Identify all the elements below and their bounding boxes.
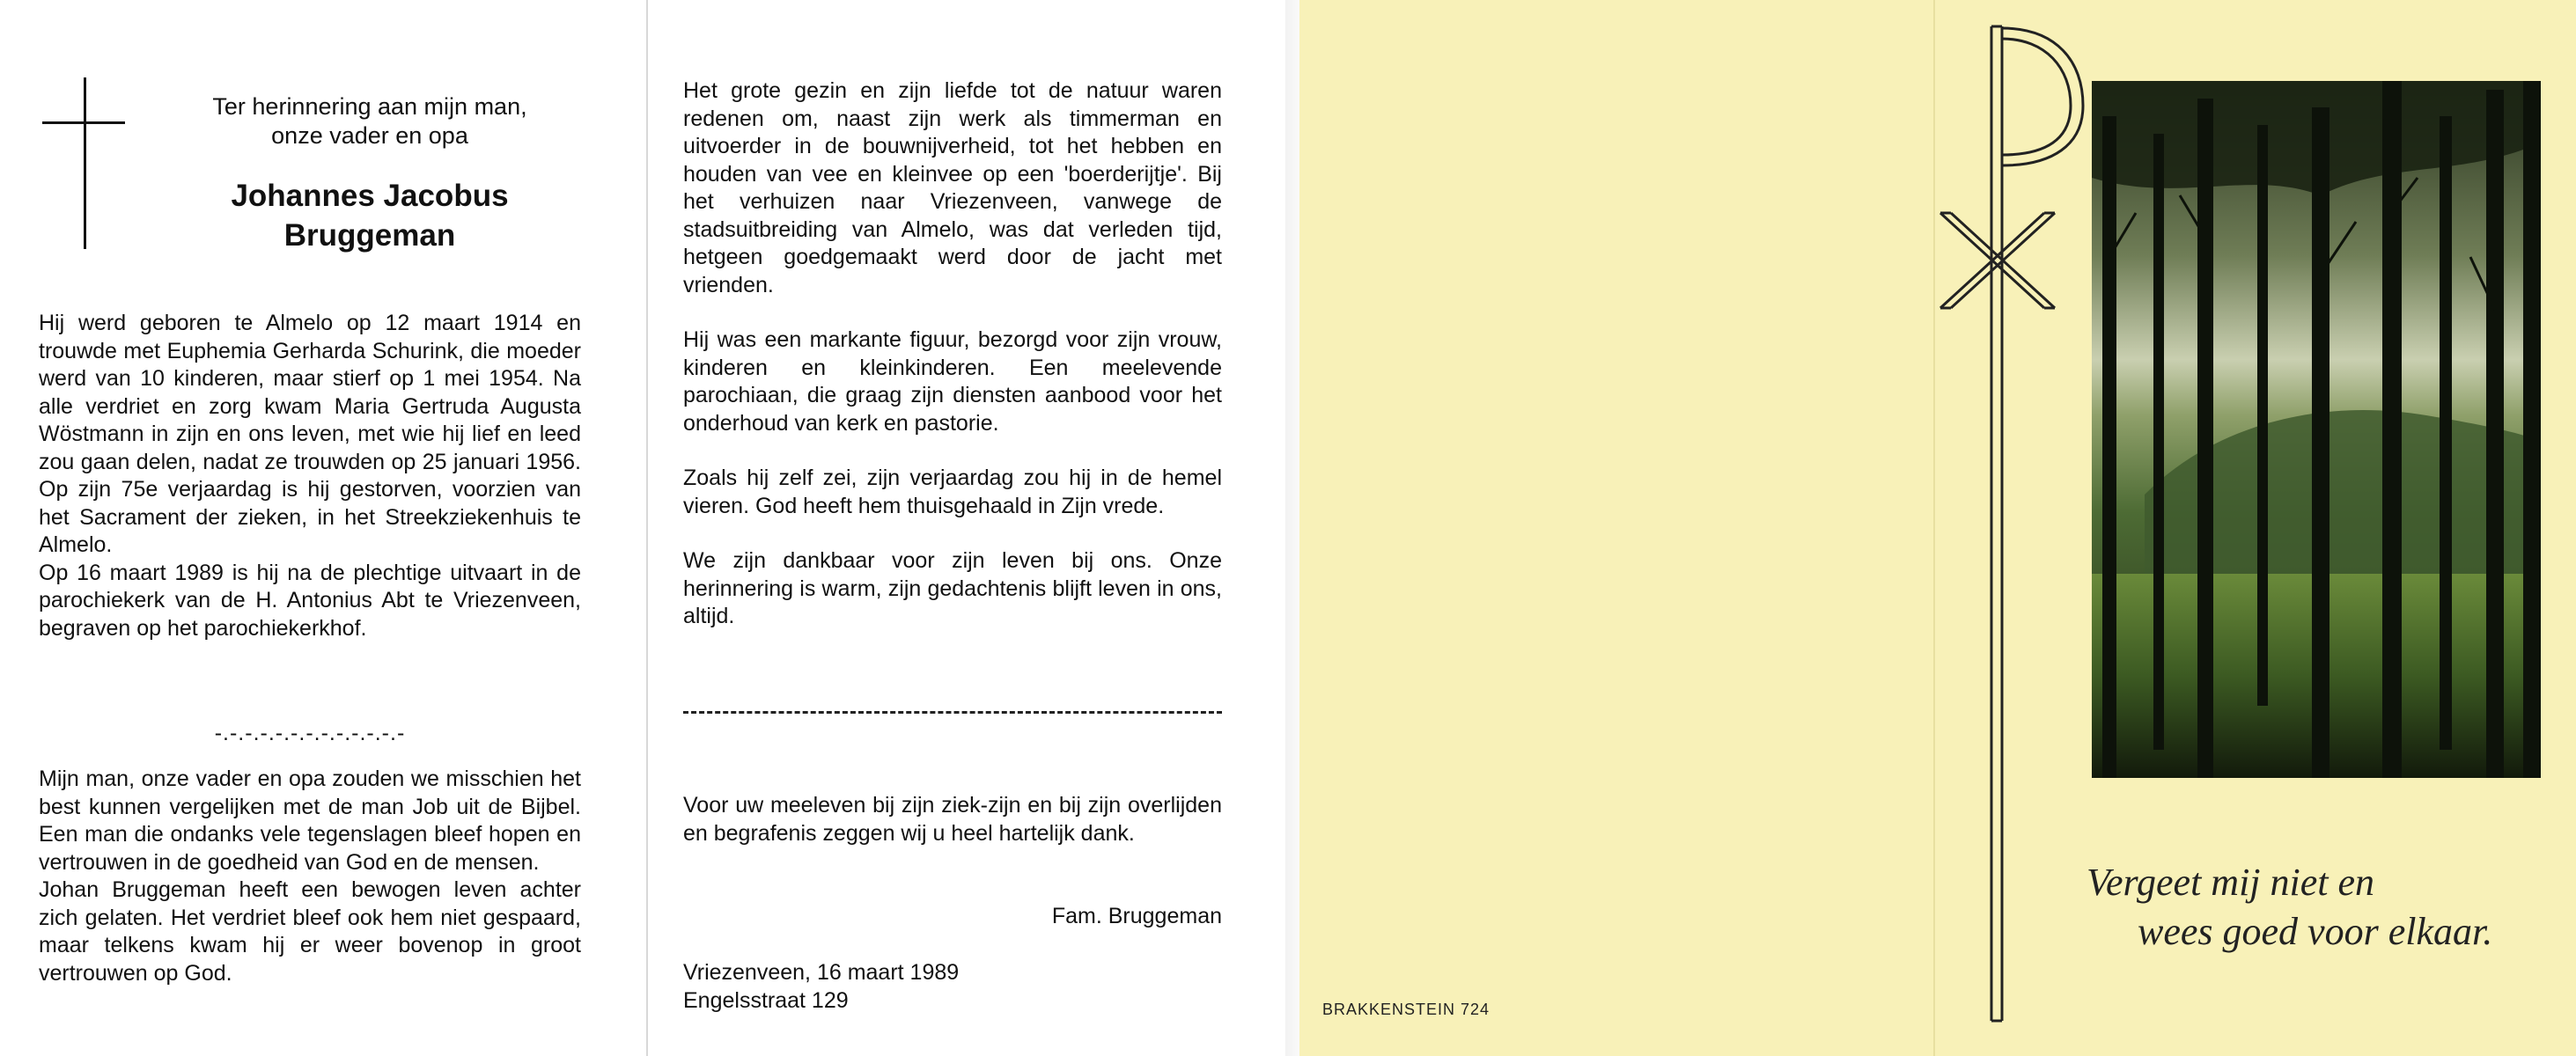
middle-paragraph: Het grote gezin en zijn liefde tot de natuur waren redenen om, naast zijn werk als timmerman en uitvoerder in de bouwnijverheid, tot het hebben en houden van vee en kleinvee op een 'boerderijtje'. Bij het verhuizen naar Vriezenveen, vanwege de stadsuitbreiding van Almelo, was dat verleden tijd, hetgeen goedgemaakt werd door de jacht met vrienden. — [683, 78, 1222, 297]
forest-photo — [2092, 81, 2541, 778]
job-paragraph: Johan Bruggeman heeft een bewogen leven achter zich gelaten. Het verdriet bleef ook hem niet gespaard, maar telkens kwam hij er weer bovenop in groot vertrouwen op God. — [39, 877, 581, 986]
name-line-1: Johannes Jacobus — [231, 179, 509, 213]
deceased-name — [150, 176, 590, 255]
place-date: Vriezenveen, 16 maart 1989 — [683, 960, 960, 985]
bio-paragraph: Op 16 maart 1989 is hij na de plechtige uitvaart in de parochiekerk van de H. Antonius Abt te Vriezenveen, begraven op het parochiekerkhof. — [39, 560, 581, 641]
family-signature: Fam. Bruggeman — [1051, 904, 1222, 928]
in-memory-intro — [150, 92, 590, 150]
intro-line-2: onze vader en opa — [271, 122, 468, 149]
middle-page — [648, 0, 1299, 1056]
middle-paragraph: Zoals hij zelf zei, zijn verjaardag zou hij in de hemel vieren. God heeft hem thuisgehaald in Zijn vrede. — [683, 466, 1222, 518]
cross-icon-arm — [42, 121, 125, 124]
fold-gap — [1285, 0, 1299, 1056]
quote-line-1: Vergeet mij niet en — [2087, 861, 2375, 904]
back-cover — [1299, 0, 1933, 1056]
bio-paragraph: Hij werd geboren te Almelo op 12 maart 1914 en trouwde met Euphemia Gerharda Schurink, die moeder werd van 10 kinderen, maar stierf op 1 mei 1954. Na alle verdriet en zorg kwam Maria Gertruda Augusta Wöstmann in zijn en ons leven, met wie hij lief en leed zou gaan delen, nadat ze trouwden op 25 januari 1956. Op zijn 75e verjaardag is hij gestorven, voorzien van het Sacrament der zieken, in het Streekziekenhuis te Almelo. — [39, 311, 581, 557]
quote — [2087, 858, 2544, 957]
thanks-text: Voor uw meeleven bij zijn ziek-zijn en bij zijn overlijden en begrafenis zeggen wij u heel hartelijk dank. — [683, 793, 1222, 846]
ornament-divider: -.-.-.-.-.-.-.-.-.-.-.-.- — [214, 721, 406, 745]
job-paragraph: Mijn man, onze vader en opa zouden we misschien het best kunnen vergelijken met de man Job uit de Bijbel. Een man die ondanks vele tegenslagen bleef hopen en vertrouwen in de goedheid van God en de mensen. — [39, 766, 581, 875]
chi-rho-icon — [1933, 18, 2092, 1030]
address: Engelsstraat 129 — [683, 987, 849, 1013]
publisher-code: BRAKKENSTEIN 724 — [1322, 1001, 1490, 1018]
middle-paragraph: Hij was een markante figuur, bezorgd voor zijn vrouw, kinderen en kleinkinderen. Een meelevende parochiaan, die graag zijn diensten aanbood voor het onderhoud van kerk en pastorie. — [683, 327, 1222, 436]
intro-line-1: Ter herinnering aan mijn man, — [212, 93, 527, 120]
middle-text — [683, 77, 1222, 631]
cross-icon — [84, 77, 86, 249]
quote-line-2: wees goed voor elkaar. — [2138, 910, 2493, 953]
biography — [39, 310, 581, 642]
dashed-divider — [683, 711, 1222, 714]
name-line-2: Bruggeman — [283, 218, 456, 253]
job-comparison — [39, 766, 581, 987]
middle-paragraph: We zijn dankbaar voor zijn leven bij ons. Onze herinnering is warm, zijn gedachtenis blijft leven in ons, altijd. — [683, 548, 1222, 628]
place-and-address — [683, 959, 1222, 1015]
